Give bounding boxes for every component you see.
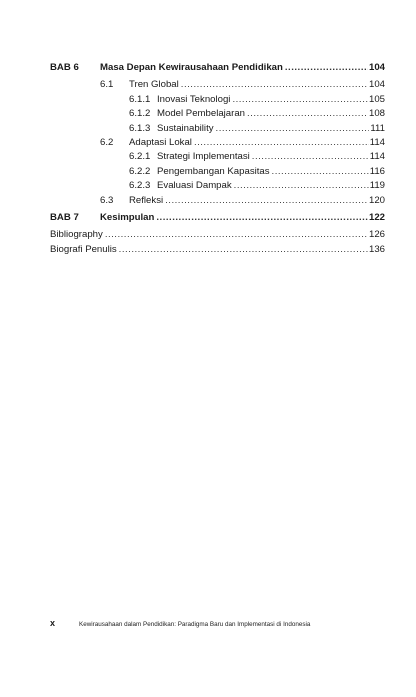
toc-entry-page: 114 (369, 151, 385, 163)
dot-leader (165, 195, 368, 205)
toc-entry-title: Refleksi (129, 194, 164, 206)
toc-entry-number: 6.1.1 (129, 93, 151, 105)
toc-entry-plain[interactable] (50, 228, 385, 242)
dot-leader (105, 230, 368, 240)
toc-entry-sub[interactable] (50, 165, 385, 179)
dot-leader (181, 80, 368, 90)
toc-entry-number: 6.1.2 (129, 108, 151, 120)
toc-entry-page: 104 (368, 79, 385, 91)
dot-leader (156, 212, 368, 222)
toc-entry-sec[interactable] (50, 78, 385, 92)
toc-entry-plain[interactable] (50, 243, 385, 257)
toc-entry-title: Sustainability (157, 122, 214, 134)
toc-entry-sub[interactable] (50, 150, 385, 164)
dot-leader (247, 109, 368, 119)
toc-entry-number: 6.2 (100, 136, 114, 148)
toc-entry-number: 6.1 (100, 79, 114, 91)
toc-entry-title: Masa Depan Kewirausahaan Pendidikan (100, 62, 283, 73)
dot-leader (194, 137, 369, 147)
footer-book-title: Kewirausahaan dalam Pendidikan: Paradigma Baru dan Implementasi di Indonesia (79, 621, 311, 628)
dot-leader (252, 152, 369, 162)
toc-entry-page: 104 (368, 62, 385, 73)
toc-entry-title: Strategi Implementasi (157, 151, 250, 163)
toc-entry-title: Tren Global (129, 79, 179, 91)
toc-entry-sub[interactable] (50, 93, 385, 107)
toc-entry-number: BAB 7 (50, 211, 79, 223)
toc-entry-page: 120 (368, 194, 385, 206)
toc-entry-title: Adaptasi Lokal (129, 136, 192, 148)
toc-entry-title: Inovasi Teknologi (157, 93, 231, 105)
toc-entry-number: BAB 6 (50, 62, 79, 73)
toc-entry-bab[interactable] (50, 211, 385, 225)
toc-entry-number: 6.2.1 (129, 151, 151, 163)
dot-leader (234, 181, 369, 191)
dot-leader (285, 62, 368, 72)
toc-entry-page: 119 (369, 180, 385, 192)
toc-entry-page: 105 (368, 93, 385, 105)
toc-entry-title: Kesimpulan (100, 211, 155, 223)
toc-entry-title: Biografi Penulis (50, 243, 117, 255)
footer-page-number: x (50, 618, 56, 628)
toc-entry-page: 114 (369, 136, 385, 148)
dot-leader (232, 94, 368, 104)
toc-entry-sec[interactable] (50, 136, 385, 150)
page-footer (50, 618, 370, 628)
dot-leader (216, 123, 370, 133)
toc-entry-sub[interactable] (50, 122, 385, 136)
toc-entry-number: 6.2.3 (129, 180, 151, 192)
toc-entry-title: Model Pembelajaran (157, 108, 245, 120)
toc-entry-sub[interactable] (50, 107, 385, 121)
table-of-contents (50, 58, 385, 257)
toc-entry-title: Evaluasi Dampak (157, 180, 232, 192)
dot-leader (272, 166, 369, 176)
toc-entry-number: 6.2.2 (129, 165, 151, 177)
toc-entry-bab[interactable] (50, 61, 385, 75)
toc-entry-title: Bibliography (50, 229, 103, 241)
toc-entry-number: 6.1.3 (129, 122, 151, 134)
toc-entry-page: 111 (370, 122, 385, 134)
toc-entry-number: 6.3 (100, 194, 114, 206)
toc-entry-sub[interactable] (50, 179, 385, 193)
toc-entry-page: 108 (368, 108, 385, 120)
toc-entry-title: Pengembangan Kapasitas (157, 165, 270, 177)
toc-entry-page: 122 (368, 211, 385, 223)
toc-entry-page: 126 (368, 229, 385, 241)
toc-entry-page: 136 (368, 243, 385, 255)
dot-leader (119, 244, 368, 254)
toc-entry-page: 116 (369, 165, 385, 177)
toc-entry-sec[interactable] (50, 194, 385, 208)
